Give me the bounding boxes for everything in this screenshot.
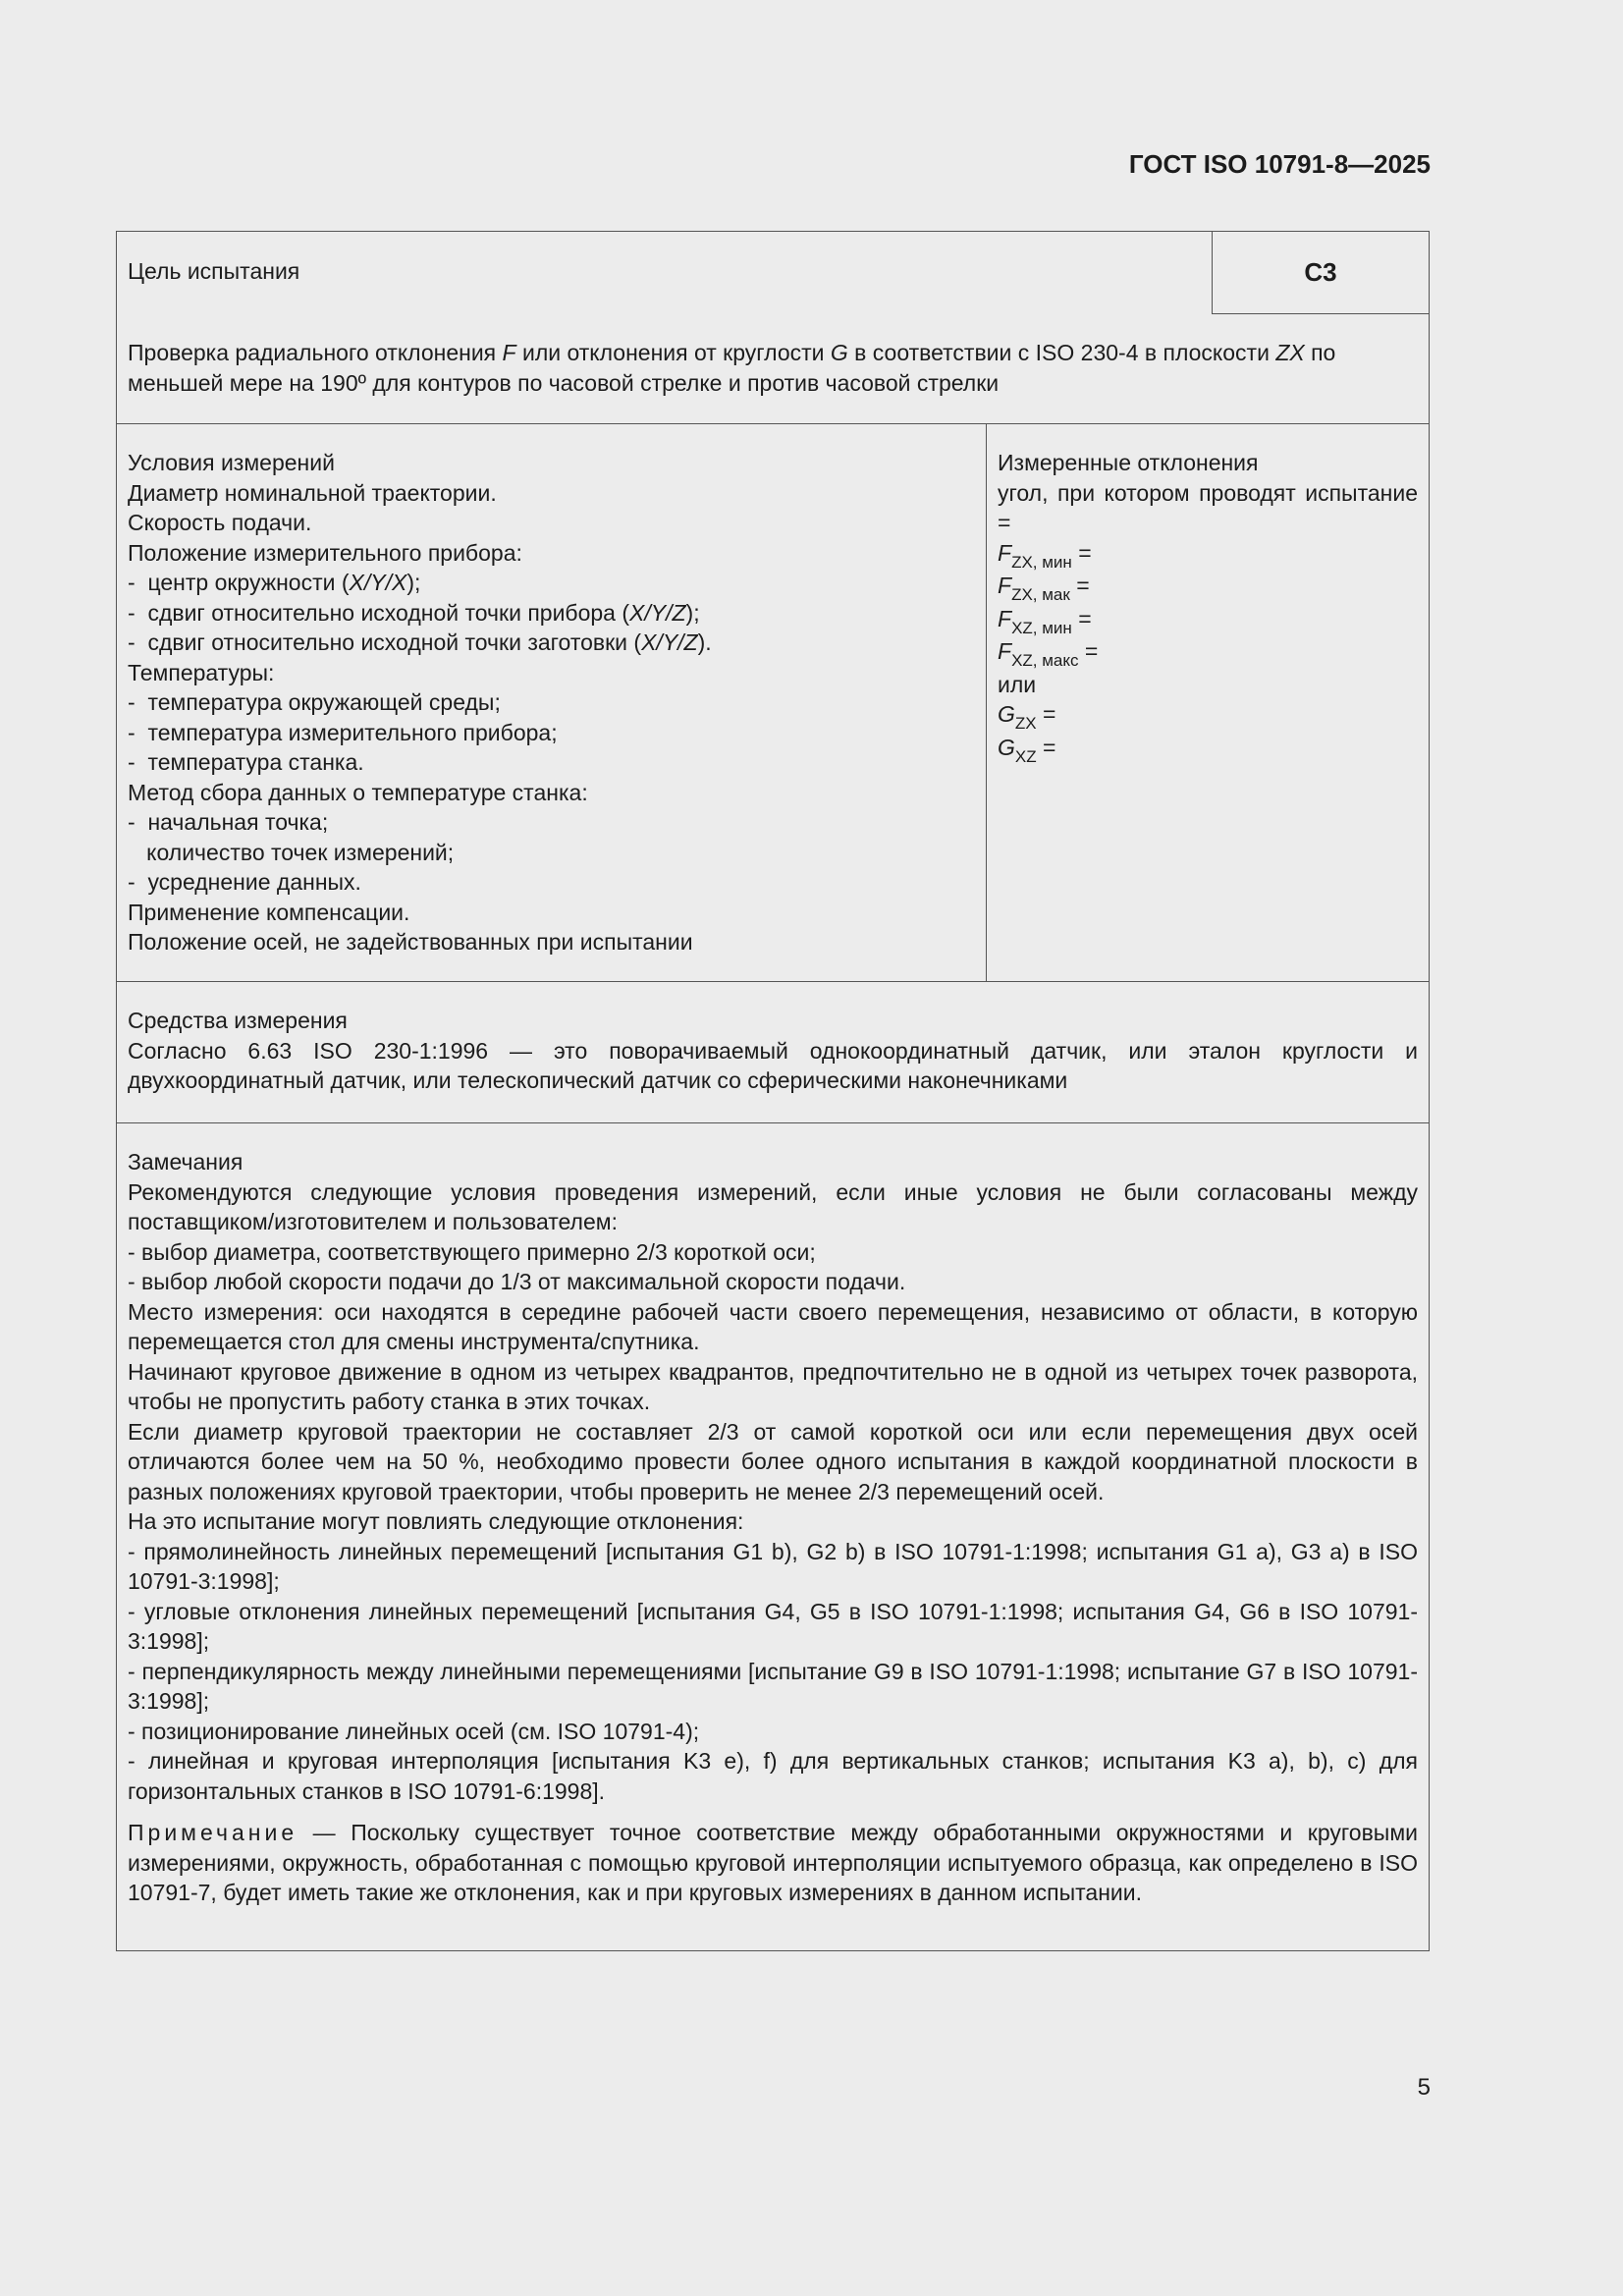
deviation-symbol: G [998,701,1015,727]
condition-line: Диаметр номинальной траектории. [128,479,497,506]
condition-line: Применение компенсации. [128,899,410,925]
axis-var: X/Y/X [349,570,407,595]
remark-paragraph: - линейная и круговая интерполяция [испытания K3 e), f) для вертикальных станков; испытания K3 a), b), c) для горизонтальных станков в ISO 10791-6:1998]. [128,1748,1418,1804]
remark-paragraph: - угловые отклонения линейных перемещений [испытания G4, G5 в ISO 10791-1:1998; испытания G4, G6 в ISO 10791-3:1998]; [128,1598,1418,1654]
deviation-symbol: G [998,734,1015,760]
conditions-title: Условия измерений [128,450,335,475]
purpose-text: в соответствии с ISO 230-4 в плоскости [847,340,1276,365]
deviation-eq: = [1071,539,1092,566]
pos-text: ); [406,570,421,595]
remark-paragraph: - прямолинейность линейных перемещений [испытания G1 b), G2 b) в ISO 10791-1:1998; испытания G1 a), G3 a) в ISO 10791-3:1998]; [128,1538,1418,1594]
remark-paragraph: - перпендикулярность между линейными перемещениями [испытание G9 в ISO 10791-1:1998; испытание G7 в ISO 10791-3:1998]; [128,1658,1418,1714]
purpose-text: Проверка радиального отклонения [128,340,503,365]
test-table [116,231,1430,1951]
instruments-text: Согласно 6.63 ISO 230-1:1996 — это поворачиваемый однокоординатный датчик, или эталон круглости и двухкоординатный датчик, или телескопический датчик со сферическими наконечниками [128,1037,1418,1093]
goal-section [117,232,1429,424]
condition-line: - температура окружающей среды; [128,689,501,715]
document-header: ГОСТ ISO 10791-8—2025 [1128,149,1431,179]
note-label: Примечание [128,1820,298,1845]
deviation-eq: = [1071,605,1092,631]
remark-paragraph: Рекомендуются следующие условия проведения измерений, если иные условия не были согласованы между поставщиком/изготовителем и пользователем: [128,1178,1418,1234]
deviation-eq: = [1078,638,1099,664]
remark-paragraph: На это испытание могут повлиять следующие отклонения: [128,1508,744,1534]
condition-line [128,598,975,629]
test-code: С3 [1212,232,1429,314]
note [128,1818,1418,1908]
angle-line: угол, при котором проводят испытание = [998,479,1418,535]
condition-line: - температура станка. [128,749,364,775]
pos-text: ). [697,629,712,655]
pos-text: - сдвиг относительно исходной точки прибора ( [128,599,630,626]
condition-line: Положение осей, не задействованных при испытании [128,929,693,955]
condition-line: Положение измерительного прибора: [128,539,522,566]
deviation-item [998,538,1418,572]
condition-line: Скорость подачи. [128,510,312,535]
deviation-symbol: F [998,539,1012,566]
condition-line: - температура измерительного прибора; [128,719,558,745]
instruments-section [117,982,1429,1123]
instruments-title: Средства измерения [128,1008,348,1033]
purpose-text: или отклонения от круглости [515,340,831,365]
deviation-item [998,733,1418,766]
condition-line [128,628,975,658]
deviation-eq: = [1036,701,1056,727]
deviation-subscript: XZ [1014,746,1037,766]
condition-line: - усреднение данных. [128,869,361,895]
pos-text: - сдвиг относительно исходной точки заготовки ( [128,629,642,655]
deviation-subscript: ZX [1014,714,1037,733]
remark-paragraph: - выбор любой скорости подачи до 1/3 от максимальной скорости подачи. [128,1269,906,1294]
deviation-item [998,571,1418,604]
condition-line: Метод сбора данных о температуре станка: [128,779,588,805]
condition-line: - начальная точка; [128,809,329,835]
goal-label: Цель испытания [128,258,300,284]
deviation-item [998,604,1418,637]
remarks-title: Замечания [128,1149,243,1175]
plane-zx: ZX [1275,340,1305,365]
deviation-subscript: ZX, мин [1011,552,1072,572]
remark-paragraph: - выбор диаметра, соответствующего примерно 2/3 короткой оси; [128,1238,816,1265]
remark-paragraph: Начинают круговое движение в одном из четырех квадрантов, предпочтительно не в одной из четырех точек разворота, чтобы не пропустить работу станка в этих точках. [128,1358,1418,1414]
deviation-eq: = [1069,573,1090,598]
measured-deviations [987,424,1429,981]
condition-line [128,568,975,598]
deviation-symbol: F [998,638,1012,664]
remarks-section [117,1123,1429,1950]
symbol-f: F [502,340,516,365]
deviation-item [998,699,1418,733]
deviation-subscript: ZX, мак [1011,585,1070,604]
page-number: 5 [1417,2074,1431,2101]
pos-text: ); [685,599,700,626]
symbol-g: G [830,340,848,365]
test-purpose [128,338,1418,398]
deviation-subscript: XZ, мин [1011,618,1072,637]
deviation-symbol: F [998,573,1012,598]
deviation-symbol: F [998,605,1012,631]
purpose-text: по меньшей мере на 190º для контуров по часовой стрелке и против часовой стрелки [128,340,1336,396]
conditions-section [117,424,1429,982]
deviation-item [998,636,1418,670]
deviation-subscript: XZ, макс [1011,651,1079,670]
condition-line: количество точек измерений; [128,839,455,865]
remark-paragraph: Место измерения: оси находятся в середине рабочей части своего перемещения, независимо от области, в которую перемещается стол для смены инструмента/спутника. [128,1298,1418,1354]
remark-paragraph: - позиционирование линейных осей (см. ISO 10791-4); [128,1718,700,1744]
deviations-title: Измеренные отклонения [998,450,1259,475]
pos-text: - центр окружности ( [128,570,350,595]
remark-paragraph: Если диаметр круговой траектории не составляет 2/3 от самой короткой оси или если перемещения двух осей отличаются более чем на 50 %, необходимо провести более одного испытания в каждой координатной плоскости в разных положениях круговой траектории, чтобы проверить не менее 2/3 перемещений осей. [128,1418,1418,1504]
note-text: — Поскольку существует точное соответствие между обработанными окружностями и круговыми измерениями, окружность, обработанная с помощью круговой интерполяции испытуемого образца, как определено в ISO 10791-7, будет иметь такие же отклонения, как и при круговых измерениях в данном испытании. [128,1820,1418,1905]
axis-var: X/Y/Z [629,599,686,626]
deviation-eq: = [1036,734,1056,760]
condition-line: Температуры: [128,659,275,685]
axis-var: X/Y/Z [641,629,698,655]
or-label: или [998,671,1037,697]
measurement-conditions [117,424,987,981]
